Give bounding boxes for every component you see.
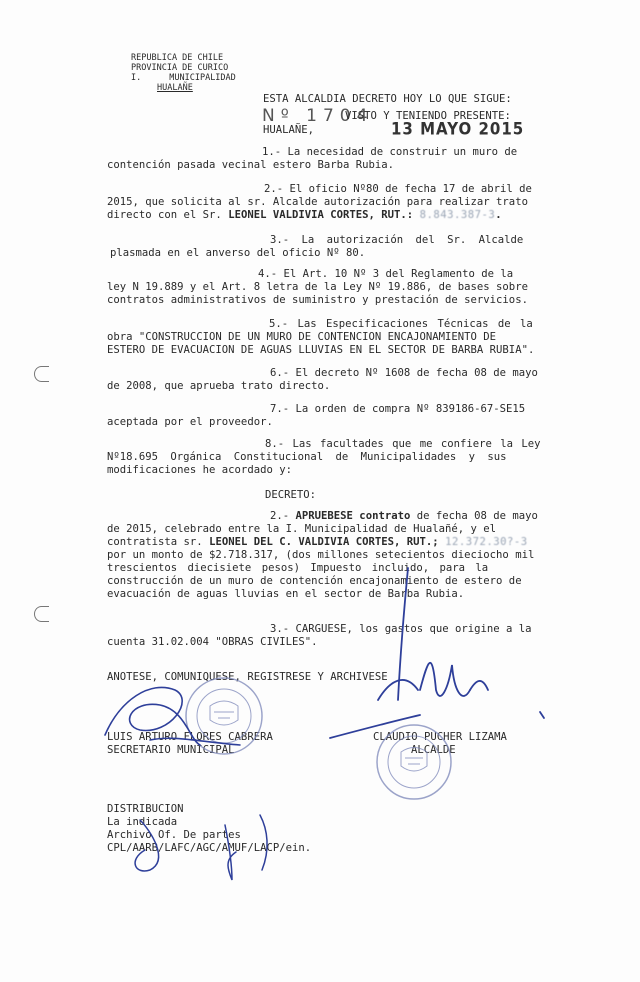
decree-2-line-3: contratista sr. LEONEL DEL C. VALDIVIA CORTES, RUT.; 12.372.30?-3 [107, 536, 528, 548]
signatory-left-title: SECRETARIO MUNICIPAL [107, 744, 235, 756]
signature-mayor [330, 568, 544, 738]
consideration-1-line-2: contención pasada vecinal estero Barba Rubia. [107, 159, 395, 171]
contractor-rut-2: 12.372.30?-3 [445, 536, 528, 548]
distribution-item: CPL/AARB/LAFC/AGC/AMUF/LACP/ein. [107, 842, 312, 854]
decree-2-line-6: construcción de un muro de contención encajonamiento de estero de [107, 575, 522, 587]
contractor-rut: 8.843.387-3 [419, 209, 496, 221]
consideration-5-line-1: 5.- Las Especificaciones Técnicas de la [269, 318, 533, 330]
place-line: HUALAÑE, [263, 124, 315, 136]
consideration-7-line-1: 7.- La orden de compra Nº 839186-67-SE15 [270, 403, 526, 415]
decree-2-line-1: 2.- APRUEBESE contrato de fecha 08 de mayo [270, 510, 538, 522]
consideration-2-line-1: 2.- El oficio Nº80 de fecha 17 de abril de [264, 183, 532, 195]
consideration-3-line-1: 3.- La autorización del Sr. Alcalde [270, 234, 524, 246]
consideration-1-line-1: 1.- La necesidad de construir un muro de [262, 146, 518, 158]
header-line-republic: REPUBLICA DE CHILE [131, 53, 224, 63]
consideration-4-line-3: contratos administrativos de suministro y prestación de servicios. [107, 294, 528, 306]
closing-line: ANOTESE, COMUNIQUESE, REGISTRESE Y ARCHIVESE [107, 671, 388, 683]
date-stamp: 13 MAYO 2015 [391, 119, 525, 139]
decree-3-line-2: cuenta 31.02.004 "OBRAS CIVILES". [107, 636, 318, 648]
municipal-stamp-right [377, 725, 451, 799]
consideration-7-line-2: aceptada por el proveedor. [107, 416, 273, 428]
decree-2-line-7: evacuación de aguas lluvias en el sector de Barba Rubia. [107, 588, 465, 600]
decree-2-line-5: trescientos diecisiete pesos) Impuesto incluido, para la [107, 562, 489, 574]
contractor-name: LEONEL VALDIVIA CORTES, RUT.: [228, 209, 414, 221]
consideration-2-line-2: 2015, que solicita al sr. Alcalde autorización para realizar trato [107, 196, 528, 208]
signatory-right-name: CLAUDIO PUCHER LIZAMA [373, 731, 507, 743]
distribution-title: DISTRIBUCION [107, 803, 184, 815]
signatory-left-name: LUIS ARTURO FLORES CABRERA [107, 731, 273, 743]
decree-2-line-4: por un monto de $2.718.317, (dos millones setecientos dieciocho mil [107, 549, 535, 561]
signature-initials [135, 815, 267, 880]
consideration-8-line-2: Nº18.695 Orgánica Constitucional de Municipalidades y sus [107, 451, 507, 463]
decree-3-line-1: 3.- CARGUESE, los gastos que origine a la [270, 623, 532, 635]
decree-2-line-2: de 2015, celebrado entre la I. Municipalidad de Hualañé, y el [107, 523, 497, 535]
consideration-5-line-2: obra "CONSTRUCCION DE UN MURO DE CONTENCION ENCAJONAMIENTO DE [107, 331, 497, 343]
distribution-item: Archivo Of. De partes [107, 829, 241, 841]
decree-number-stamp: Nº 1704 [262, 106, 374, 126]
signature-secretary [105, 687, 240, 745]
distribution-item: La indicada [107, 816, 178, 828]
consideration-5-line-3: ESTERO DE EVACUACION DE AGUAS LLUVIAS EN EL SECTOR DE BARBA RUBIA". [107, 344, 535, 356]
header-line-municipality: I. MUNICIPALIDAD [131, 73, 236, 83]
header-line-province: PROVINCIA DE CURICO [131, 63, 229, 73]
visto-line: VISTO Y TENIENDO PRESENTE: [345, 110, 511, 122]
signatory-right-title: ALCALDE [411, 744, 456, 756]
consideration-3-line-2: plasmada en el anverso del oficio Nº 80. [110, 247, 366, 259]
consideration-4-line-2: ley N 19.889 y el Art. 8 letra de la Ley Nº 19.886, de bases sobre [107, 281, 528, 293]
consideration-8-line-1: 8.- Las facultades que me confiere la Ley [265, 438, 541, 450]
intro-line: ESTA ALCALDIA DECRETO HOY LO QUE SIGUE: [263, 93, 512, 105]
decreto-heading: DECRETO: [265, 489, 317, 501]
consideration-4-line-1: 4.- El Art. 10 Nº 3 del Reglamento de la [258, 268, 514, 280]
consideration-8-line-3: modificaciones he acordado y: [107, 464, 292, 476]
consideration-2-line-3: directo con el Sr. LEONEL VALDIVIA CORTES, RUT.: 8.843.387-3. [107, 209, 502, 221]
approve-label: APRUEBESE contrato [295, 510, 411, 522]
consideration-6-line-2: de 2008, que aprueba trato directo. [107, 380, 331, 392]
contractor-full-name: LEONEL DEL C. VALDIVIA CORTES, RUT.; [209, 536, 439, 548]
consideration-6-line-1: 6.- El decreto Nº 1608 de fecha 08 de mayo [270, 367, 538, 379]
header-line-commune: HUALAÑE [157, 83, 193, 93]
